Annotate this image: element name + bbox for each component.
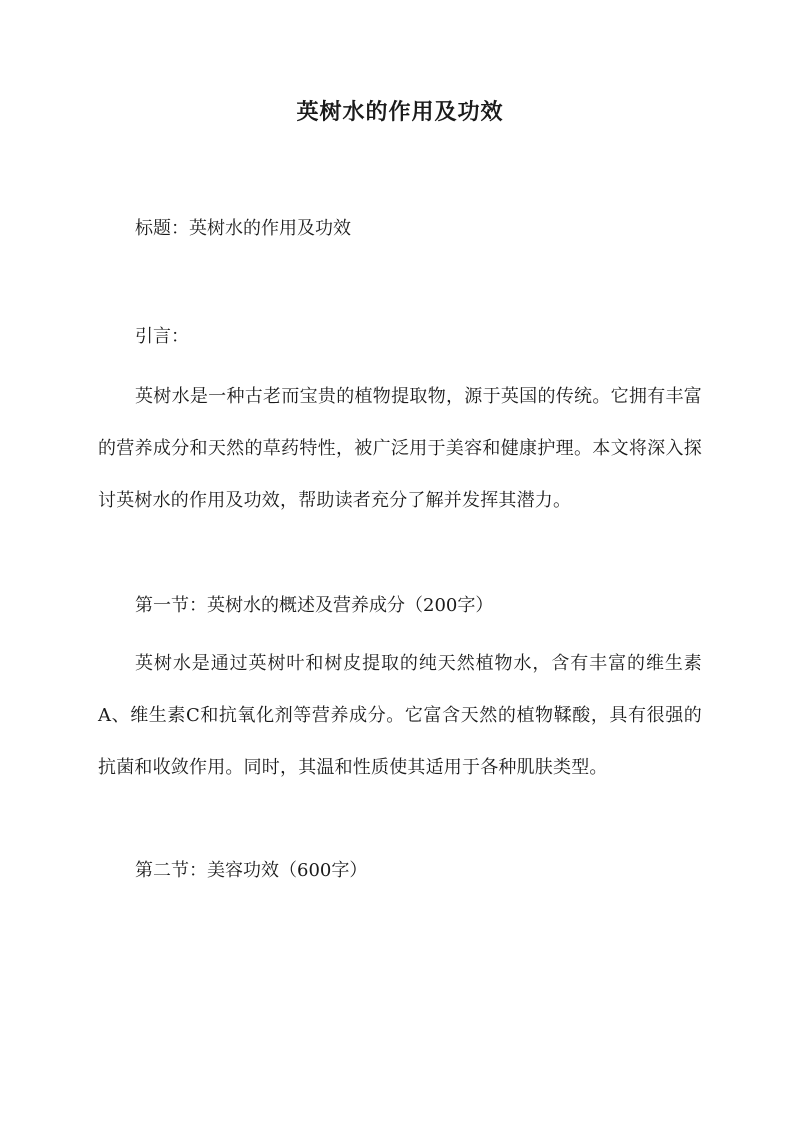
intro-paragraph: 英树水是一种古老而宝贵的植物提取物，源于英国的传统。它拥有丰富的营养成分和天然的草药特性，被广泛用于美容和健康护理。本文将深入探讨英树水的作用及功效，帮助读者充分了解并发挥其潜力。	[98, 386, 702, 511]
section2-heading: 第二节：美容功效（600字）	[135, 860, 368, 881]
intro-heading: 引言：	[135, 326, 189, 347]
section1-paragraph: 英树水是通过英树叶和树皮提取的纯天然植物水，含有丰富的维生素A、维生素C和抗氧化剂等营养成分。它富含天然的植物鞣酸，具有很强的抗菌和收敛作用。同时，其温和性质使其适用于各种肌肤类型。	[98, 653, 702, 778]
section1-heading: 第一节：英树水的概述及营养成分（200字）	[135, 595, 494, 616]
subtitle-line: 标题：英树水的作用及功效	[135, 218, 351, 239]
document-title: 英树水的作用及功效	[296, 99, 504, 125]
